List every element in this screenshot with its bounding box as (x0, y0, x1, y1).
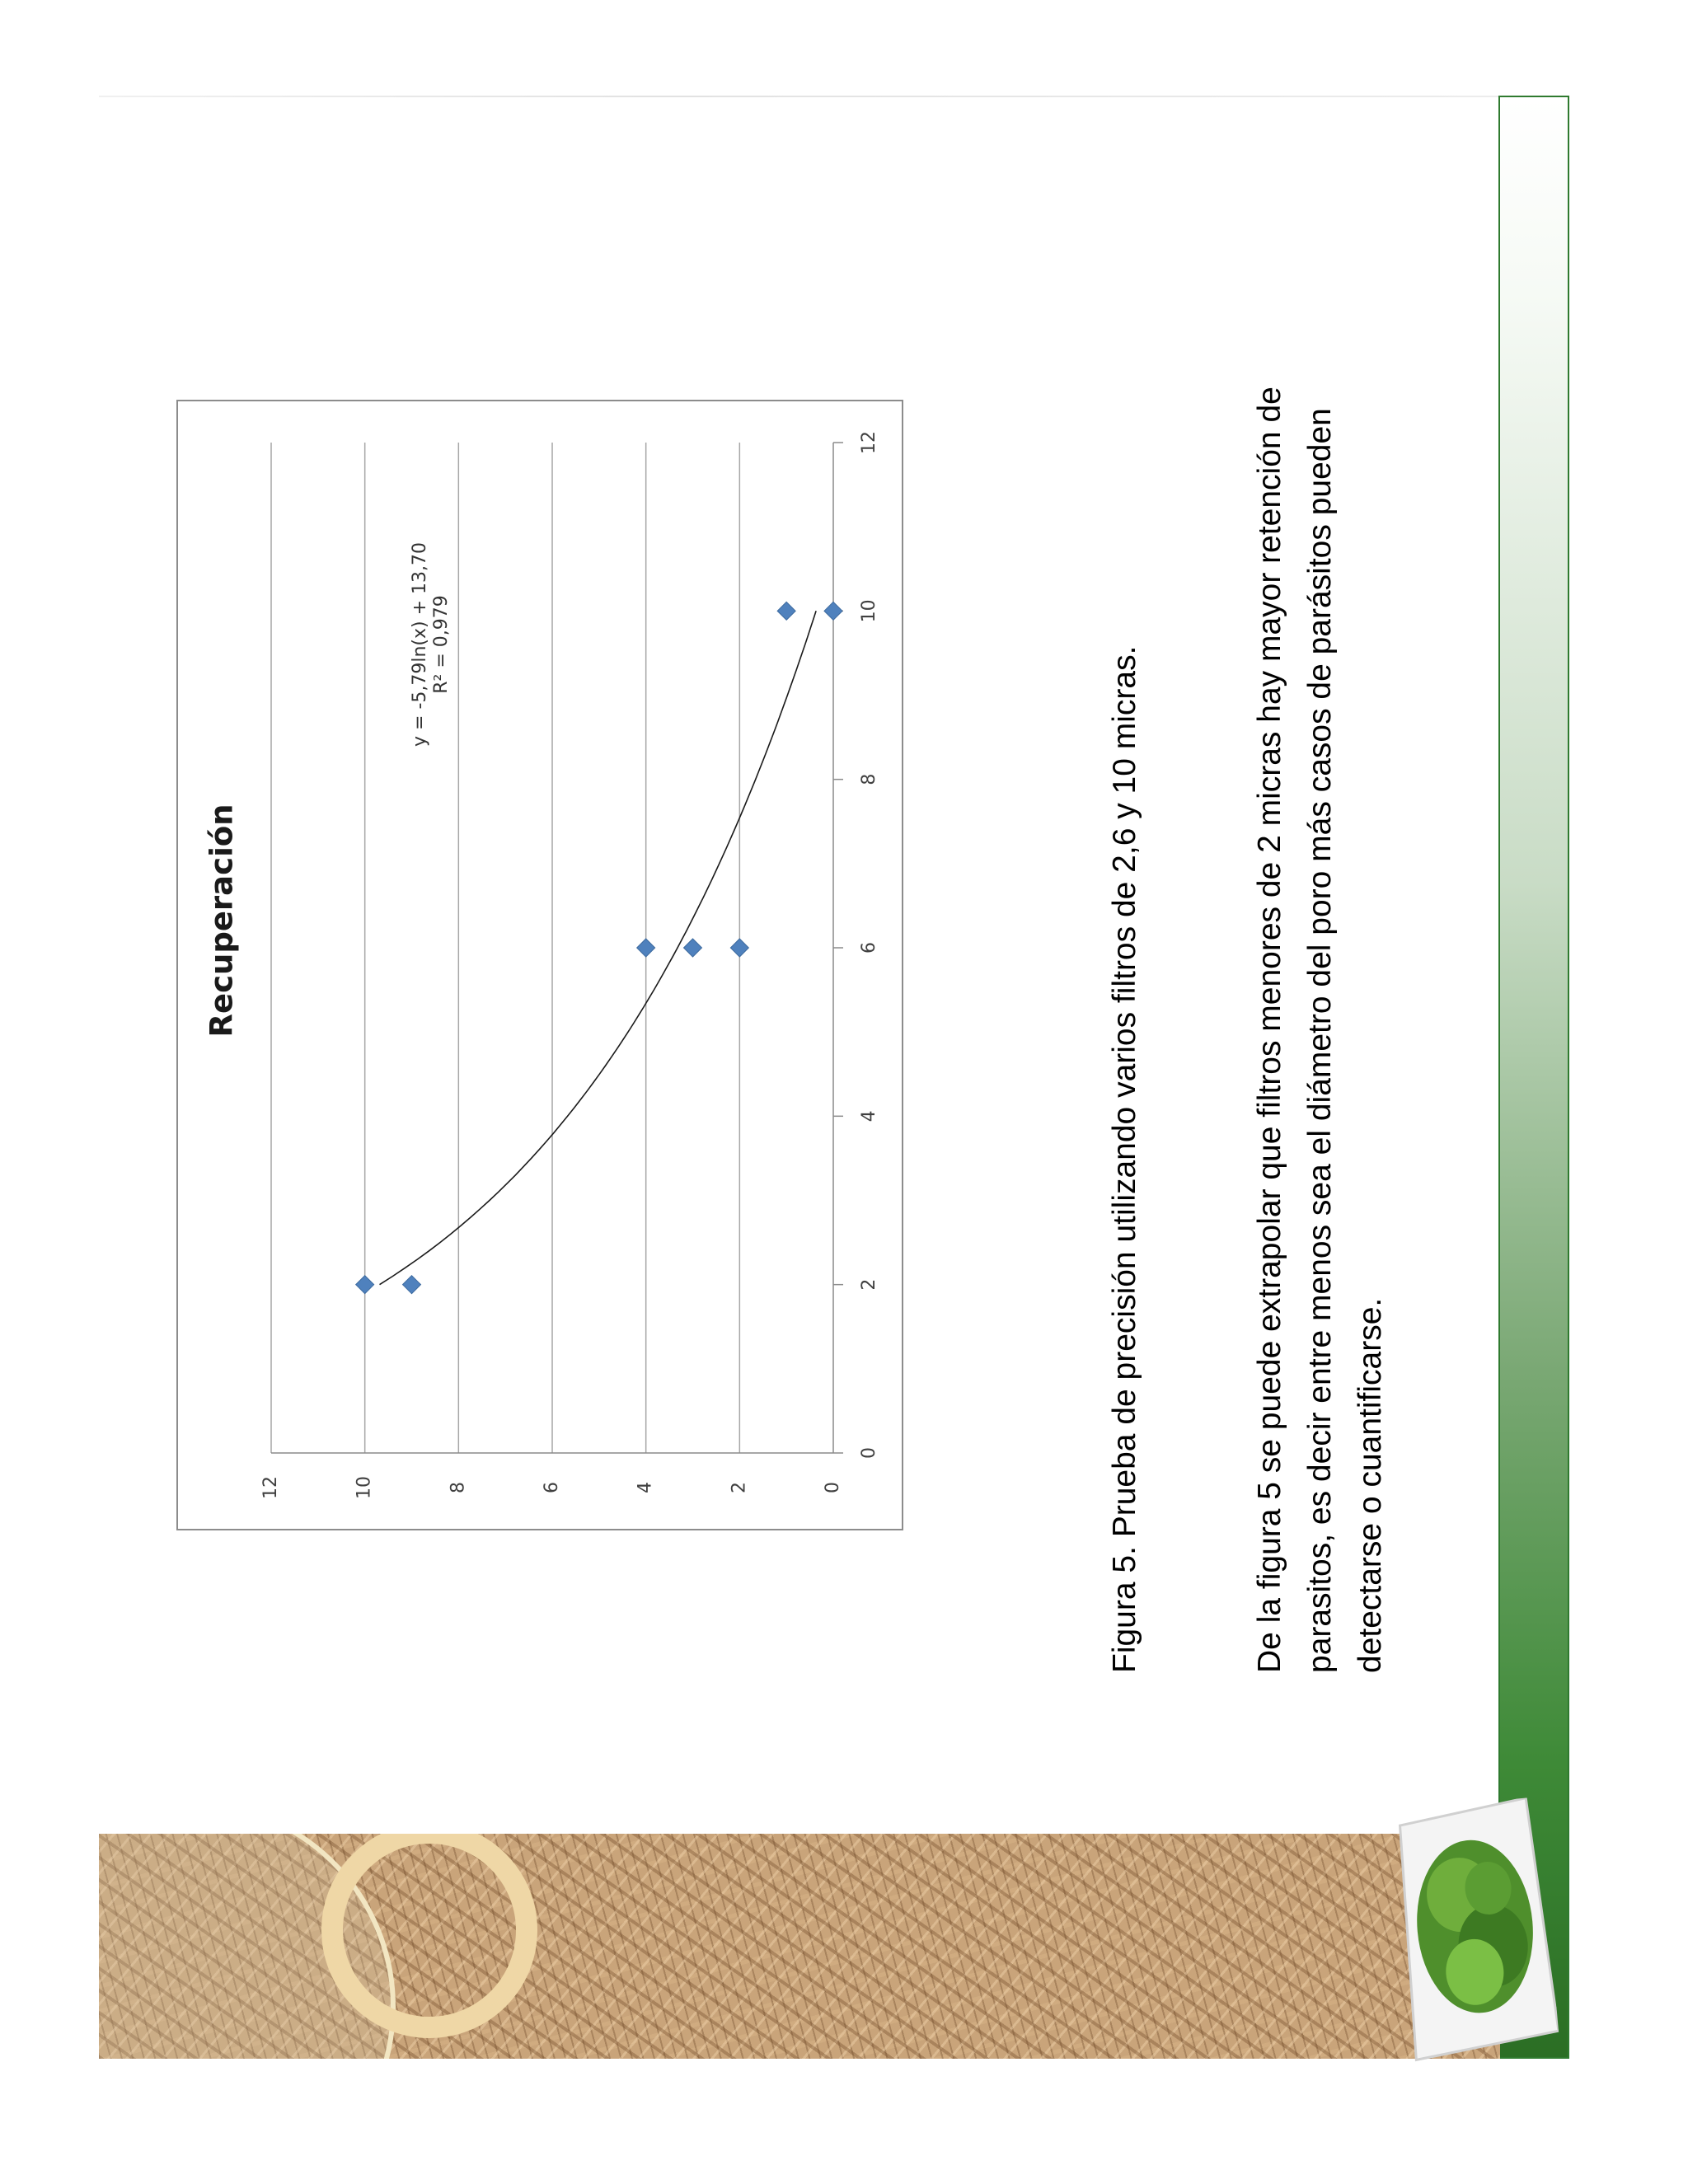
trendline-r2: R² = 0,979 (431, 595, 452, 694)
y-tick-label: 6 (542, 1482, 562, 1493)
chart-frame (176, 400, 903, 1530)
chart-title: Recuperación (204, 804, 240, 1038)
trendline-equation: y = -5,79ln(x) + 13,70 (410, 541, 430, 748)
x-tick-label: 12 (859, 431, 879, 454)
y-tick-label: 8 (448, 1482, 469, 1493)
x-tick-label: 8 (859, 773, 879, 785)
data-point (824, 602, 842, 620)
y-tick-label: 4 (635, 1482, 656, 1493)
data-point (637, 939, 655, 957)
data-point (403, 1276, 421, 1294)
data-point (684, 939, 702, 957)
y-tick-label: 10 (354, 1476, 375, 1499)
texture-ring (321, 1834, 537, 2038)
data-point (777, 602, 795, 620)
figure-description: De la figura 5 se puede extrapolar que filtros menores de 2 micras hay mayor retención de parasitos, es decir entre menos sea el diámetro del poro más casos de parásitos pueden detectarse o cuantificarse. (1252, 387, 1388, 1673)
lettuce-image (1382, 1797, 1560, 2064)
data-point (730, 939, 748, 957)
x-tick-label: 2 (859, 1278, 879, 1291)
y-tick-label: 2 (729, 1482, 750, 1493)
x-tick-label: 10 (859, 599, 879, 623)
x-tick-label: 4 (859, 1110, 879, 1122)
x-tick-label: 0 (859, 1447, 879, 1459)
figure-caption: Figura 5. Prueba de precisión utilizando varios filtros de 2,6 y 10 micras. (1107, 645, 1142, 1673)
top-rule (99, 96, 1500, 97)
soil-texture-banner (99, 1834, 1500, 2059)
data-point (356, 1276, 374, 1294)
y-tick-label: 0 (823, 1482, 843, 1493)
x-tick-label: 6 (859, 942, 879, 954)
green-side-bar (1498, 96, 1569, 2059)
trendline (380, 611, 817, 1284)
recuperacion-chart (178, 401, 905, 1532)
y-tick-label: 12 (260, 1476, 281, 1499)
